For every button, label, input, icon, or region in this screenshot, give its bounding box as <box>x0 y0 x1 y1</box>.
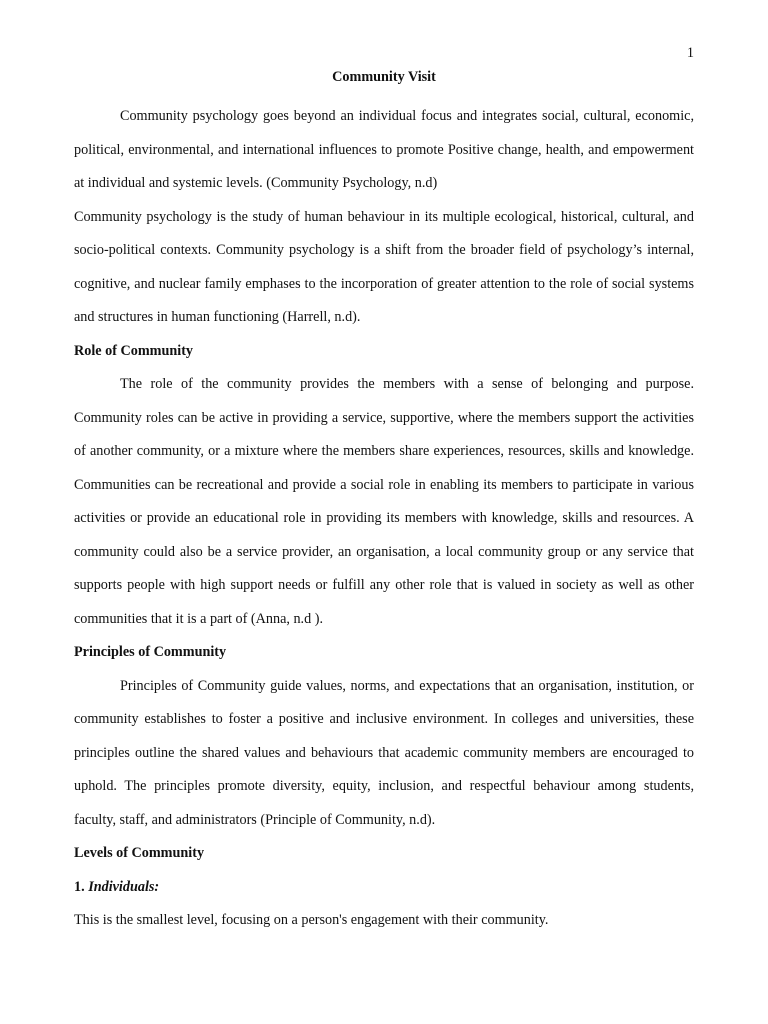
levels-item-1-heading <box>74 871 694 905</box>
levels-item-1-label: Individuals: <box>88 878 160 895</box>
levels-item-1-number: 1. <box>74 878 85 895</box>
intro-paragraph-2: Community psychology is the study of human behaviour in its multiple ecological, historical, cultural, and socio-political contexts. Community psychology is a shift from the broader field of psychology’s internal, cognitive, and nuclear family emphases to the incorporation of greater attention to the role of social systems and structures in human functioning (Harrell, n.d). <box>74 208 694 325</box>
page-number: 1 <box>686 45 694 61</box>
role-paragraph: The role of the community provides the members with a sense of belonging and purpose. Community roles can be active in providing a service, supportive, where the members support the activities of another community, or a mixture where the members share experiences, resources, skills and knowledge. Communities can be recreational and provide a social role in enabling its members to participate in various activities or provide an educational role in providing its members with knowledge, skills and resources. A community could also be a service provider, an organisation, a local community group or any service that supports people with high support needs or fulfill any other role that is valued in society as well as other communities that it is a part of (Anna, n.d ). <box>74 376 694 627</box>
section-heading-principles: Principles of Community <box>74 644 227 660</box>
principles-paragraph: Principles of Community guide values, norms, and expectations that an organisation, institution, or community establishes to foster a positive and inclusive environment. In colleges and universities, these principles outline the shared values and behaviours that academic community members are encouraged to uphold. The principles promote diversity, equity, inclusion, and respectful behaviour among students, faculty, staff, and administrators (Principle of Community, n.d). <box>74 677 694 828</box>
document-title: Community Visit <box>332 69 436 85</box>
intro-paragraph-1: Community psychology goes beyond an individual focus and integrates social, cultural, economic, political, environmental, and international influences to promote Positive change, health, and empowerment at individual and systemic levels. (Community Psychology, n.d) <box>74 108 694 191</box>
section-heading-role: Role of Community <box>74 342 194 359</box>
section-heading-levels: Levels of Community <box>74 845 205 861</box>
levels-item-1-body: This is the smallest level, focusing on a person's engagement with their community. <box>74 912 549 928</box>
document-body <box>74 67 694 938</box>
